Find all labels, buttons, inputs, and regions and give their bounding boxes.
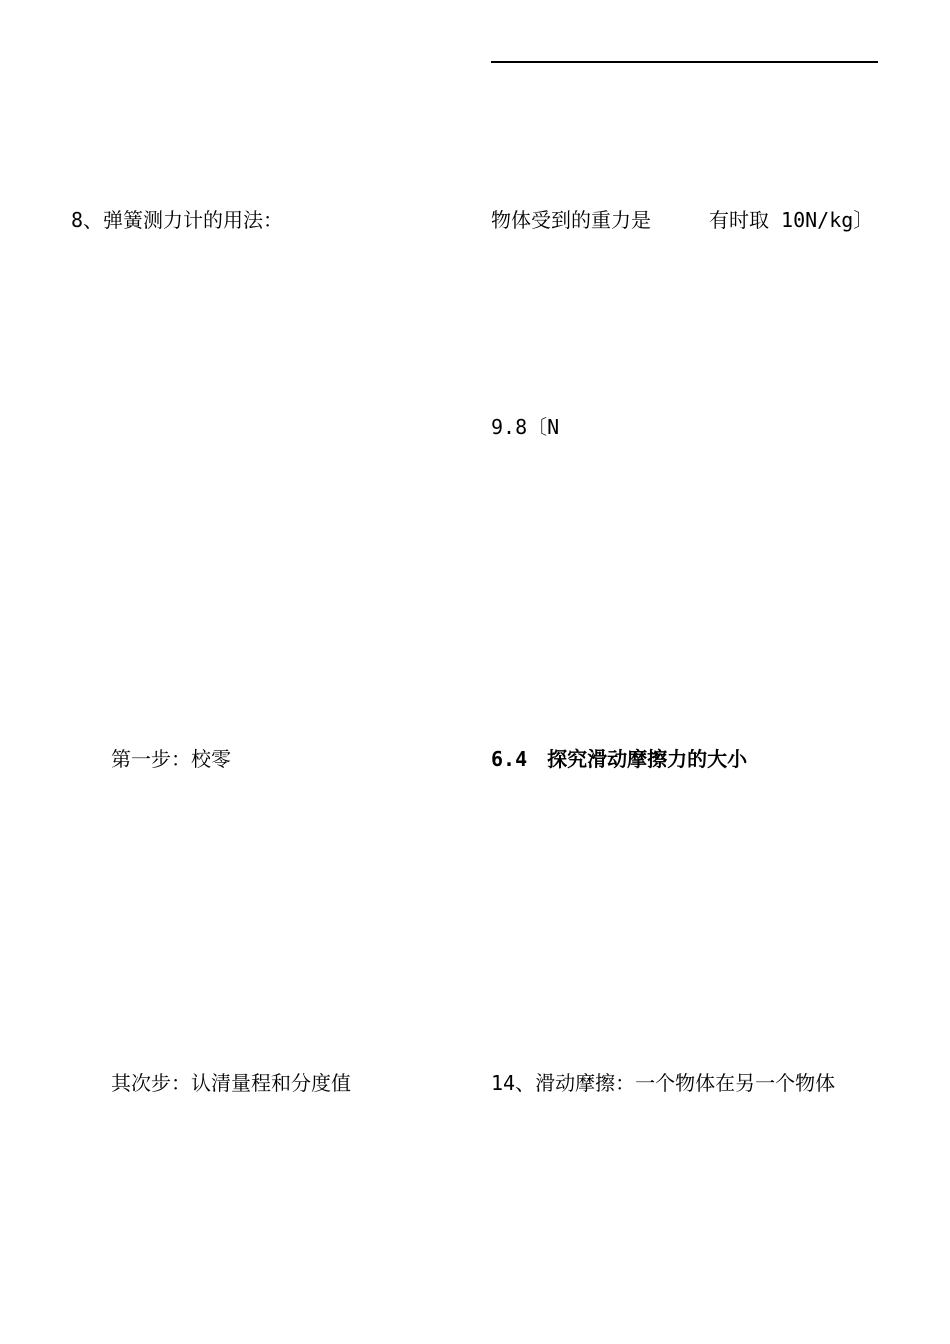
- item-14-sliding-friction: 14、滑动摩擦：一个物体在另一个物体: [491, 1071, 836, 1095]
- step-two-range-division: 其次步：认清量程和分度值: [111, 1071, 351, 1095]
- gravity-value-line: 9.8〔N: [491, 415, 560, 439]
- item-8-spring-scale-usage: 8、弹簧测力计的用法：: [71, 208, 284, 232]
- gravity-prefix: 物体受到的重力是: [491, 208, 651, 232]
- gravity-statement: [491, 208, 873, 232]
- blank-answer-line: [491, 61, 878, 63]
- section-heading-friction: 6.4 探究滑动摩擦力的大小: [491, 747, 748, 771]
- step-one-zeroing: 第一步：校零: [111, 747, 231, 771]
- gravity-suffix: 有时取 10N/kg〕: [709, 208, 874, 232]
